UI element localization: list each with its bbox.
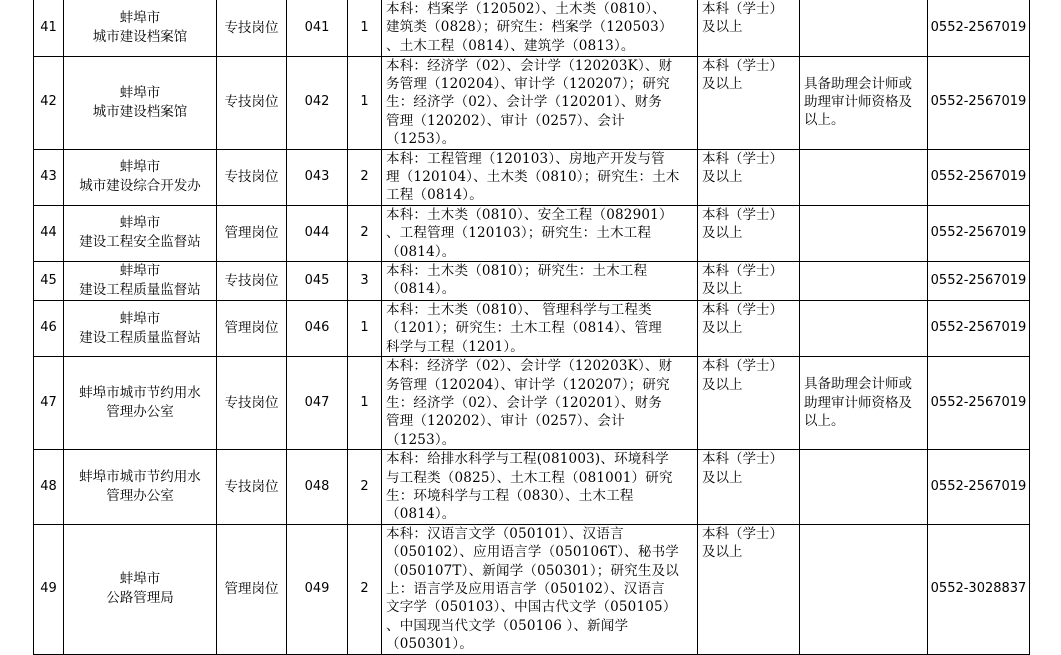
major-requirement-cell-line: （050102）、应用语言学（050106T）、秘书学 xyxy=(386,544,679,561)
other-requirement-cell-line: 助理审计师资格及 xyxy=(804,394,912,411)
table-row xyxy=(34,0,1030,56)
education-requirement-cell-line: 及以上 xyxy=(702,168,743,185)
unit-name-cell xyxy=(64,357,217,450)
table-row xyxy=(34,300,1030,356)
post-type-cell: 专技岗位 xyxy=(217,261,287,300)
other-requirement-cell-line: 以上。 xyxy=(804,112,845,129)
major-requirement-cell-line: （1253）。 xyxy=(386,131,456,148)
major-requirement-cell-line: 上：语言学及应用语言学（050102）、汉语言 xyxy=(386,581,665,598)
major-requirement-cell-line: （1201）；研究生：土木工程（0814）、管理 xyxy=(386,320,663,337)
post-type-cell: 管理岗位 xyxy=(217,205,287,261)
major-requirement-cell-line: 生：环境科学与工程（0830）、土木工程 xyxy=(386,488,634,505)
education-requirement-cell-line: 本科（学士） xyxy=(702,57,783,74)
major-requirement-cell-line: （0814）。 xyxy=(386,281,456,298)
unit-name-cell xyxy=(64,205,217,261)
other-requirement-cell-line: 具备助理会计师或 xyxy=(804,75,912,92)
major-requirement-cell-line: 、土木工程（0814）、建筑学（0813）。 xyxy=(386,37,635,54)
post-type-cell: 专技岗位 xyxy=(217,149,287,205)
major-requirement-cell xyxy=(382,524,698,654)
row-index-cell: 47 xyxy=(34,357,64,450)
unit-name-cell xyxy=(64,524,217,654)
other-requirement-cell xyxy=(800,56,928,149)
major-requirement-cell-line: 管理（120202）、审计（0257）、会计 xyxy=(386,413,625,430)
education-requirement-cell-line: 本科（学士） xyxy=(702,206,783,223)
other-requirement-cell xyxy=(800,450,928,525)
contact-phone-cell: 0552-2567019 xyxy=(928,56,1030,149)
contact-phone-cell: 0552-3028837 xyxy=(928,524,1030,654)
major-requirement-cell xyxy=(382,56,698,149)
unit-name-cell-line: 蚌埠市城市节约用水 xyxy=(79,469,201,486)
post-code-cell: 046 xyxy=(287,300,348,356)
hire-count-cell: 2 xyxy=(348,450,382,525)
major-requirement-cell-line: 建筑类（0828）；研究生：档案学（120503） xyxy=(386,19,673,36)
contact-phone-cell: 0552-2567019 xyxy=(928,357,1030,450)
major-requirement-cell xyxy=(382,450,698,525)
post-type-cell: 专技岗位 xyxy=(217,0,287,56)
education-requirement-cell-line: 本科（学士） xyxy=(702,150,783,167)
row-index-cell: 49 xyxy=(34,524,64,654)
other-requirement-cell xyxy=(800,149,928,205)
other-requirement-cell xyxy=(800,524,928,654)
row-index-cell: 46 xyxy=(34,300,64,356)
unit-name-cell-line: 蚌埠市 xyxy=(119,215,161,232)
major-requirement-cell-line: 本科：经济学（02）、会计学（120203K）、财 xyxy=(386,358,673,375)
major-requirement-cell-line: 务管理（120204）、审计学（120207）；研究 xyxy=(386,75,670,92)
education-requirement-cell xyxy=(698,149,800,205)
hire-count-cell: 3 xyxy=(348,261,382,300)
major-requirement-cell-line: 本科：土木类（0810）、 管理科学与工程类 xyxy=(386,301,652,318)
education-requirement-cell xyxy=(698,524,800,654)
education-requirement-cell-line: 及以上 xyxy=(702,544,743,561)
post-type-cell: 专技岗位 xyxy=(217,357,287,450)
major-requirement-cell-line: 与工程类（0825）、土木工程（081001）研究 xyxy=(386,469,673,486)
education-requirement-cell-line: 及以上 xyxy=(702,376,743,393)
major-requirement-cell-line: 本科：土木类（0810）、安全工程（082901） xyxy=(386,206,673,223)
row-index-cell: 44 xyxy=(34,205,64,261)
table-row xyxy=(34,56,1030,149)
major-requirement-cell-line: 本科：经济学（02）、会计学（120203K）、财 xyxy=(386,57,673,74)
major-requirement-cell xyxy=(382,149,698,205)
unit-name-cell-line: 蚌埠市 xyxy=(119,159,161,176)
post-code-cell: 044 xyxy=(287,205,348,261)
major-requirement-cell-line: 、工程管理（120103）；研究生：土木工程 xyxy=(386,225,652,242)
major-requirement-cell-line: 科学与工程（1201）。 xyxy=(386,338,525,355)
unit-name-cell-line: 蚌埠市 xyxy=(119,310,161,327)
major-requirement-cell-line: 本科：档案学（120502）、土木类（0810）、 xyxy=(386,1,666,17)
education-requirement-cell-line: 本科（学士） xyxy=(702,262,783,279)
contact-phone-cell: 0552-2567019 xyxy=(928,0,1030,56)
table-row xyxy=(34,261,1030,300)
unit-name-cell-line: 公路管理局 xyxy=(106,590,174,607)
other-requirement-cell xyxy=(800,205,928,261)
contact-phone-cell: 0552-2567019 xyxy=(928,300,1030,356)
unit-name-cell-line: 蚌埠市 xyxy=(119,571,161,588)
major-requirement-cell-line: （0814）。 xyxy=(386,243,456,260)
post-code-cell: 043 xyxy=(287,149,348,205)
recruitment-table xyxy=(33,0,1030,655)
education-requirement-cell-line: 及以上 xyxy=(702,225,743,242)
unit-name-cell-line: 建设工程安全监督站 xyxy=(79,234,201,251)
education-requirement-cell-line: 及以上 xyxy=(702,281,743,298)
education-requirement-cell xyxy=(698,450,800,525)
other-requirement-cell xyxy=(800,357,928,450)
unit-name-cell-line: 蚌埠市 xyxy=(119,9,161,26)
major-requirement-cell-line: 、中国现当代文学（050106 ）、新闻学 xyxy=(386,617,629,634)
post-code-cell: 042 xyxy=(287,56,348,149)
row-index-cell: 42 xyxy=(34,56,64,149)
other-requirement-cell xyxy=(800,0,928,56)
contact-phone-cell: 0552-2567019 xyxy=(928,205,1030,261)
hire-count-cell: 1 xyxy=(348,357,382,450)
major-requirement-cell-line: 生：经济学（02）、会计学（120201）、财务 xyxy=(386,94,663,111)
major-requirement-cell-line: 管理（120202）、审计（0257）、会计 xyxy=(386,112,625,129)
table-row xyxy=(34,450,1030,525)
education-requirement-cell-line: 及以上 xyxy=(702,320,743,337)
education-requirement-cell-line: 本科（学士） xyxy=(702,301,783,318)
table-row xyxy=(34,149,1030,205)
hire-count-cell: 1 xyxy=(348,300,382,356)
hire-count-cell: 1 xyxy=(348,0,382,56)
post-code-cell: 049 xyxy=(287,524,348,654)
major-requirement-cell-line: 本科：土木类（0810）；研究生：土木工程 xyxy=(386,262,648,279)
unit-name-cell-line: 蚌埠市 xyxy=(119,262,161,279)
major-requirement-cell-line: 本科：汉语言文学（050101）、汉语言 xyxy=(386,525,624,542)
education-requirement-cell-line: 本科（学士） xyxy=(702,451,783,468)
major-requirement-cell-line: 文字学（050103）、中国古代文学（050105） xyxy=(386,599,677,616)
major-requirement-cell-line: （050107T）、新闻学（050301）；研究生及以 xyxy=(386,562,679,579)
education-requirement-cell xyxy=(698,56,800,149)
contact-phone-cell: 0552-2567019 xyxy=(928,450,1030,525)
unit-name-cell xyxy=(64,261,217,300)
major-requirement-cell-line: 务管理（120204）、审计学（120207）；研究 xyxy=(386,376,670,393)
unit-name-cell-line: 城市建设综合开发办 xyxy=(79,178,201,195)
post-type-cell: 管理岗位 xyxy=(217,300,287,356)
other-requirement-cell xyxy=(800,261,928,300)
unit-name-cell xyxy=(64,56,217,149)
hire-count-cell: 2 xyxy=(348,149,382,205)
unit-name-cell xyxy=(64,450,217,525)
post-code-cell: 045 xyxy=(287,261,348,300)
major-requirement-cell-line: 理（120104）、土木类（0810）；研究生：土木 xyxy=(386,168,680,185)
recruitment-table-sheet xyxy=(33,0,1029,655)
education-requirement-cell-line: 本科（学士） xyxy=(702,358,783,375)
education-requirement-cell xyxy=(698,261,800,300)
unit-name-cell-line: 城市建设档案馆 xyxy=(92,103,188,120)
unit-name-cell-line: 管理办公室 xyxy=(106,488,174,505)
table-row xyxy=(34,524,1030,654)
education-requirement-cell-line: 及以上 xyxy=(702,75,743,92)
education-requirement-cell xyxy=(698,300,800,356)
major-requirement-cell-line: 本科：工程管理（120103）、房地产开发与管 xyxy=(386,150,665,167)
other-requirement-cell-line: 助理审计师资格及 xyxy=(804,93,912,110)
unit-name-cell xyxy=(64,149,217,205)
other-requirement-cell-line: 具备助理会计师或 xyxy=(804,376,912,393)
contact-phone-cell: 0552-2567019 xyxy=(928,261,1030,300)
education-requirement-cell-line: 及以上 xyxy=(702,19,743,36)
major-requirement-cell xyxy=(382,205,698,261)
post-type-cell: 专技岗位 xyxy=(217,56,287,149)
post-code-cell: 047 xyxy=(287,357,348,450)
major-requirement-cell-line: （050301）。 xyxy=(386,636,474,653)
unit-name-cell-line: 管理办公室 xyxy=(106,404,174,421)
major-requirement-cell xyxy=(382,357,698,450)
major-requirement-cell-line: 工程（0814）。 xyxy=(386,187,483,204)
education-requirement-cell-line: 本科（学士） xyxy=(702,525,783,542)
table-body xyxy=(34,0,1030,654)
education-requirement-cell xyxy=(698,357,800,450)
table-row xyxy=(34,357,1030,450)
post-type-cell: 专技岗位 xyxy=(217,450,287,525)
other-requirement-cell xyxy=(800,300,928,356)
education-requirement-cell xyxy=(698,205,800,261)
hire-count-cell: 2 xyxy=(348,524,382,654)
major-requirement-cell xyxy=(382,0,698,56)
unit-name-cell xyxy=(64,0,217,56)
post-type-cell: 管理岗位 xyxy=(217,524,287,654)
education-requirement-cell-line: 本科（学士） xyxy=(702,1,783,17)
table-row xyxy=(34,205,1030,261)
major-requirement-cell xyxy=(382,300,698,356)
unit-name-cell-line: 建设工程质量监督站 xyxy=(79,329,201,346)
post-code-cell: 041 xyxy=(287,0,348,56)
contact-phone-cell: 0552-2567019 xyxy=(928,149,1030,205)
post-code-cell: 048 xyxy=(287,450,348,525)
hire-count-cell: 1 xyxy=(348,56,382,149)
unit-name-cell-line: 城市建设档案馆 xyxy=(92,28,188,45)
row-index-cell: 41 xyxy=(34,0,64,56)
unit-name-cell xyxy=(64,300,217,356)
major-requirement-cell xyxy=(382,261,698,300)
unit-name-cell-line: 蚌埠市城市节约用水 xyxy=(79,385,201,402)
major-requirement-cell-line: （0814）。 xyxy=(386,506,456,523)
row-index-cell: 43 xyxy=(34,149,64,205)
hire-count-cell: 2 xyxy=(348,205,382,261)
major-requirement-cell-line: 本科：给排水科学与工程(081003)、环境科学 xyxy=(386,451,669,468)
education-requirement-cell-line: 及以上 xyxy=(702,469,743,486)
major-requirement-cell-line: （1253）。 xyxy=(386,431,456,448)
row-index-cell: 45 xyxy=(34,261,64,300)
major-requirement-cell-line: 生：经济学（02）、会计学（120201）、财务 xyxy=(386,395,663,411)
education-requirement-cell xyxy=(698,0,800,56)
unit-name-cell-line: 建设工程质量监督站 xyxy=(79,281,201,298)
unit-name-cell-line: 蚌埠市 xyxy=(119,84,161,101)
row-index-cell: 48 xyxy=(34,450,64,525)
other-requirement-cell-line: 以上。 xyxy=(804,413,845,429)
